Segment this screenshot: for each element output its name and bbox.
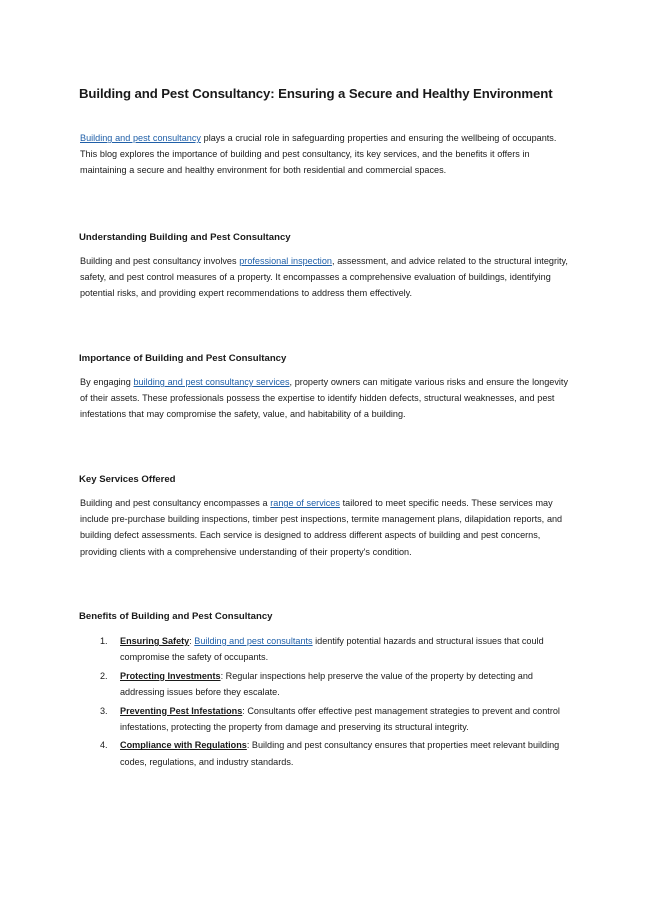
benefit-term: Compliance with Regulations: [120, 740, 247, 751]
services-text-after: tailored to meet specific needs. These services may include pre-purchase building inspections, timber pest inspections, termite management plans, dilapidation reports, and building defect assessments. Each service is designed to address different aspects of building and pest concerns, providing clients with a comprehensive understanding of their property's condition.: [80, 498, 563, 557]
intro-text: plays a crucial role in safeguarding properties and ensuring the wellbeing of occupants. This blog explores the importance of building and pest consultancy, its key services, and the benefits it offers in maintaining a secure and healthy environment for both residential and commercial spaces.: [80, 133, 557, 176]
services-heading: Key Services Offered: [79, 474, 176, 485]
benefit-number: 1.: [100, 636, 108, 646]
building-pest-consultants-link[interactable]: Building and pest consultants: [194, 636, 313, 646]
benefit-number: 4.: [100, 740, 108, 751]
benefits-heading: Benefits of Building and Pest Consultancy: [79, 611, 273, 622]
benefit-text: Consultants offer effective pest management strategies to prevent and control infestations, protecting the property from damage and preserving its structural integrity.: [120, 705, 560, 733]
understanding-paragraph: [80, 253, 570, 302]
understanding-heading: Understanding Building and Pest Consultancy: [79, 232, 291, 243]
professional-inspection-link[interactable]: professional inspection: [239, 256, 332, 266]
importance-heading: Importance of Building and Pest Consultancy: [79, 353, 287, 364]
benefit-item-investments: [80, 668, 570, 701]
benefit-item-compliance: [80, 737, 570, 770]
understanding-text-before: Building and pest consultancy involves: [80, 256, 240, 266]
benefit-term: Ensuring Safety: [120, 636, 190, 646]
range-of-services-link[interactable]: range of services: [270, 498, 340, 508]
page-title: Building and Pest Consultancy: Ensuring a Secure and Healthy Environment: [79, 86, 553, 101]
intro-link[interactable]: Building and pest consultancy: [80, 133, 201, 143]
benefit-separator: :: [189, 636, 195, 646]
services-text-before: Building and pest consultancy encompasses a: [80, 498, 271, 508]
services-paragraph: [80, 495, 570, 560]
benefit-separator: :: [220, 670, 226, 681]
importance-paragraph: [80, 374, 570, 423]
benefit-text: Building and pest consultancy ensures that properties meet relevant building codes, regulations, and industry standards.: [120, 740, 560, 767]
intro-paragraph: [80, 130, 570, 179]
importance-text-after: , property owners can mitigate various risks and ensure the longevity of their assets. These professionals possess the expertise to identify hidden defects, structural weaknesses, and pest infestations that may compromise the safety, value, and habitability of a building.: [80, 377, 568, 420]
benefit-number: 3.: [100, 705, 108, 716]
understanding-text-after: , assessment, and advice related to the structural integrity, safety, and pest control measures of a property. It encompasses a comprehensive evaluation of buildings, identifying potential risks, and providing expert recommendations to address them effectively.: [80, 256, 568, 299]
benefit-item-pest-infestations: [80, 703, 570, 736]
benefit-separator: :: [246, 740, 252, 751]
benefit-number: 2.: [100, 670, 108, 681]
benefit-text: Regular inspections help preserve the value of the property by detecting and addressing issues before they escalate.: [120, 670, 533, 698]
consultancy-services-link[interactable]: building and pest consultancy services: [133, 377, 290, 387]
benefit-term: Preventing Pest Infestations: [120, 705, 243, 716]
benefit-text: identify potential hazards and structural issues that could compromise the safety of occupants.: [120, 636, 544, 663]
benefits-list: [80, 633, 570, 772]
benefit-separator: :: [242, 705, 248, 716]
importance-text-before: By engaging: [80, 377, 134, 387]
benefit-item-safety: [80, 633, 570, 666]
benefit-term: Protecting Investments: [120, 670, 221, 681]
